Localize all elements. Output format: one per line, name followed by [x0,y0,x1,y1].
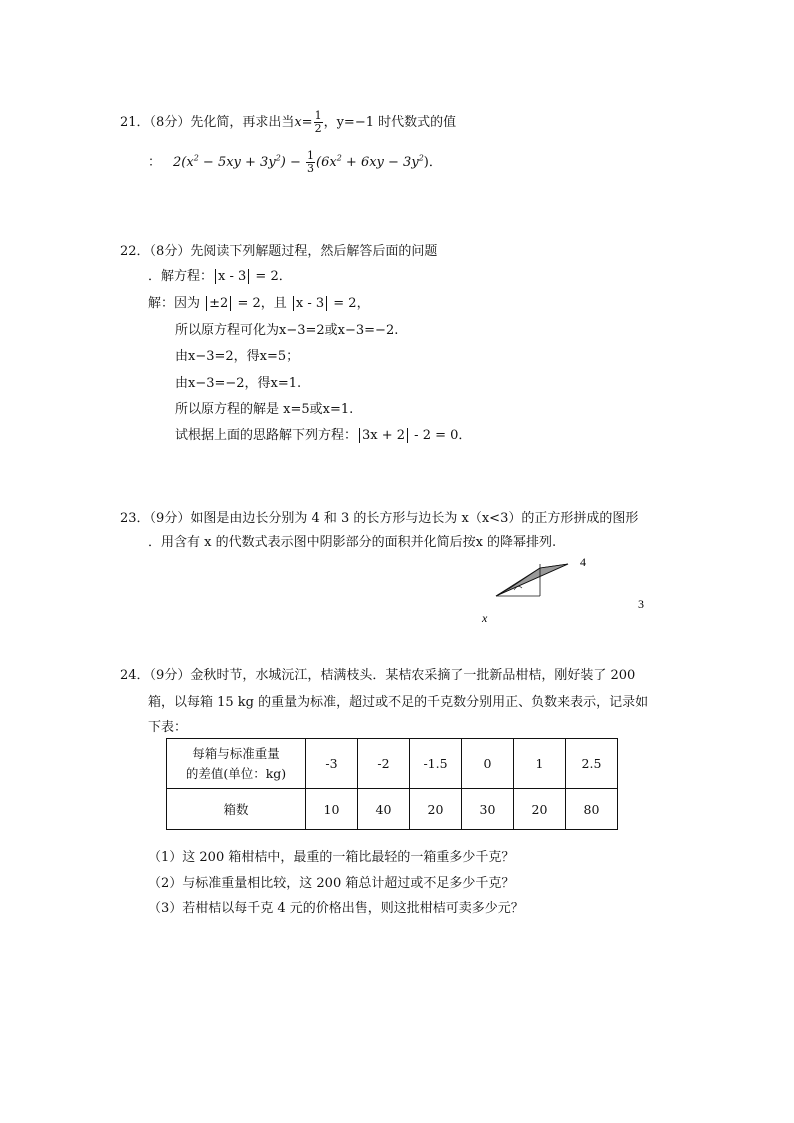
q24-sub1: （1）这 200 箱柑桔中，最重的一箱比最轻的一箱重多少千克？ [148,850,515,865]
q22-l2-abs: x - 3 [215,269,249,284]
q22-l2-pre: ．解方程： [148,269,214,284]
q22-l3-abs2: x - 3 [293,296,327,311]
q22-l3-mid: = 2，且 [233,296,291,311]
q21-formula-fraction [306,150,315,175]
q21-fraction [314,110,323,135]
q21-f-f: )． [423,155,442,170]
q23-line-a [496,564,568,596]
q21-eq: = [301,115,313,130]
q24-line1: 24．（9分）金秋时节，水城沅江，桔满枝头．某桔农采摘了一批新品柑桔，刚好装了 200 [120,668,636,683]
q21-f-c: ) − [280,155,306,170]
table-cell: 20 [514,789,566,830]
q23-label-4: 4 [580,555,586,569]
q22-line3 [148,292,370,311]
q23-label-3: 3 [638,597,644,611]
header-line1: 每箱与标准重量 [192,745,280,761]
table-cell: 10 [306,789,358,830]
table-cell: -1.5 [410,739,462,789]
q22-line6: 由x−3=−2，得x=1. [175,376,302,391]
table-cell: 20 [410,789,462,830]
table-cell: 1 [514,739,566,789]
q22-l8-post: - 2 = 0． [410,428,472,443]
q23-line1: 23．（9分）如图是由边长分别为 4 和 3 的长方形与边长为 x（x<3）的正方形拼成的图形 [120,511,639,526]
q22-line2 [148,265,292,284]
q21-formula [148,150,442,175]
q21-line1 [120,110,456,135]
q24-table [166,738,618,830]
q24-sub3: （3）若柑桔以每千克 4 元的价格出售，则这批柑桔可卖多少元？ [148,901,524,916]
q22-l3-abs1: ±2 [206,296,231,311]
q23-line-b [496,568,540,596]
table-cell: 40 [358,789,410,830]
q22-line8 [175,424,471,443]
q22-line4: 所以原方程可化为x−3=2或x−3=−2. [175,323,399,338]
table-cell: 30 [462,789,514,830]
table-row [167,789,618,830]
q22-line5: 由x−3=2，得x=5； [175,349,300,364]
q21-sup3: 2 [336,153,342,163]
q21-f-a: 2(x [173,155,194,170]
q21-sup1: 2 [193,153,199,163]
table-header-diff [167,739,306,789]
q24-sub2: （2）与标准重量相比较，这 200 箱总计超过或不足多少千克？ [148,876,515,891]
table-cell: -2 [358,739,410,789]
q21-text-pre: 21．（8分）先化简，再求出当 [120,115,295,130]
q22-line7: 所以原方程的解是 x=5或x=1. [175,402,354,417]
q21-colon: ： [148,155,162,170]
table-row [167,739,618,789]
q23-line2: ．用含有 x 的代数式表示图中阴影部分的面积并化简后按x 的降幂排列. [148,535,557,550]
header-line2: 的差值(单位：kg) [185,765,287,781]
q21-frac-num: 1 [314,109,322,122]
q21-sup4: 2 [418,153,424,163]
q22-l3-post: = 2， [329,296,370,311]
q23-label-x: x [482,611,488,625]
q22-l8-abs: 3x + 2 [359,428,408,443]
table-cell: 80 [566,789,618,830]
table-cell: 0 [462,739,514,789]
table-header-count: 箱数 [167,789,306,830]
q24-line2: 箱，以每箱 15 kg 的重量为标准，超过或不足的千克数分别用正、负数来表示，记录如 [148,695,649,710]
table-cell: -3 [306,739,358,789]
q21-ffrac-den: 3 [307,162,315,175]
q22-line1: 22．（8分）先阅读下列解题过程，然后解答后面的问题 [120,244,438,259]
q24-line3: 下表： [148,720,188,735]
q21-f-e: + 6xy − 3y [341,155,419,170]
q21-text-post: ，y=−1 时代数式的值 [323,115,457,130]
q22-l8-pre: 试根据上面的思路解下列方程： [175,428,358,443]
q21-ffrac-num: 1 [307,149,315,162]
q21-frac-den: 2 [314,122,322,135]
q21-var-x: x [294,115,302,130]
q22-l2-post: = 2． [251,269,292,284]
table-cell: 2.5 [566,739,618,789]
q21-f-d: (6x [316,155,337,170]
q21-f-b: − 5xy + 3y [198,155,276,170]
q21-sup2: 2 [275,153,281,163]
q23-figure [480,550,670,630]
q22-l3-pre: 解：因为 [148,296,205,311]
